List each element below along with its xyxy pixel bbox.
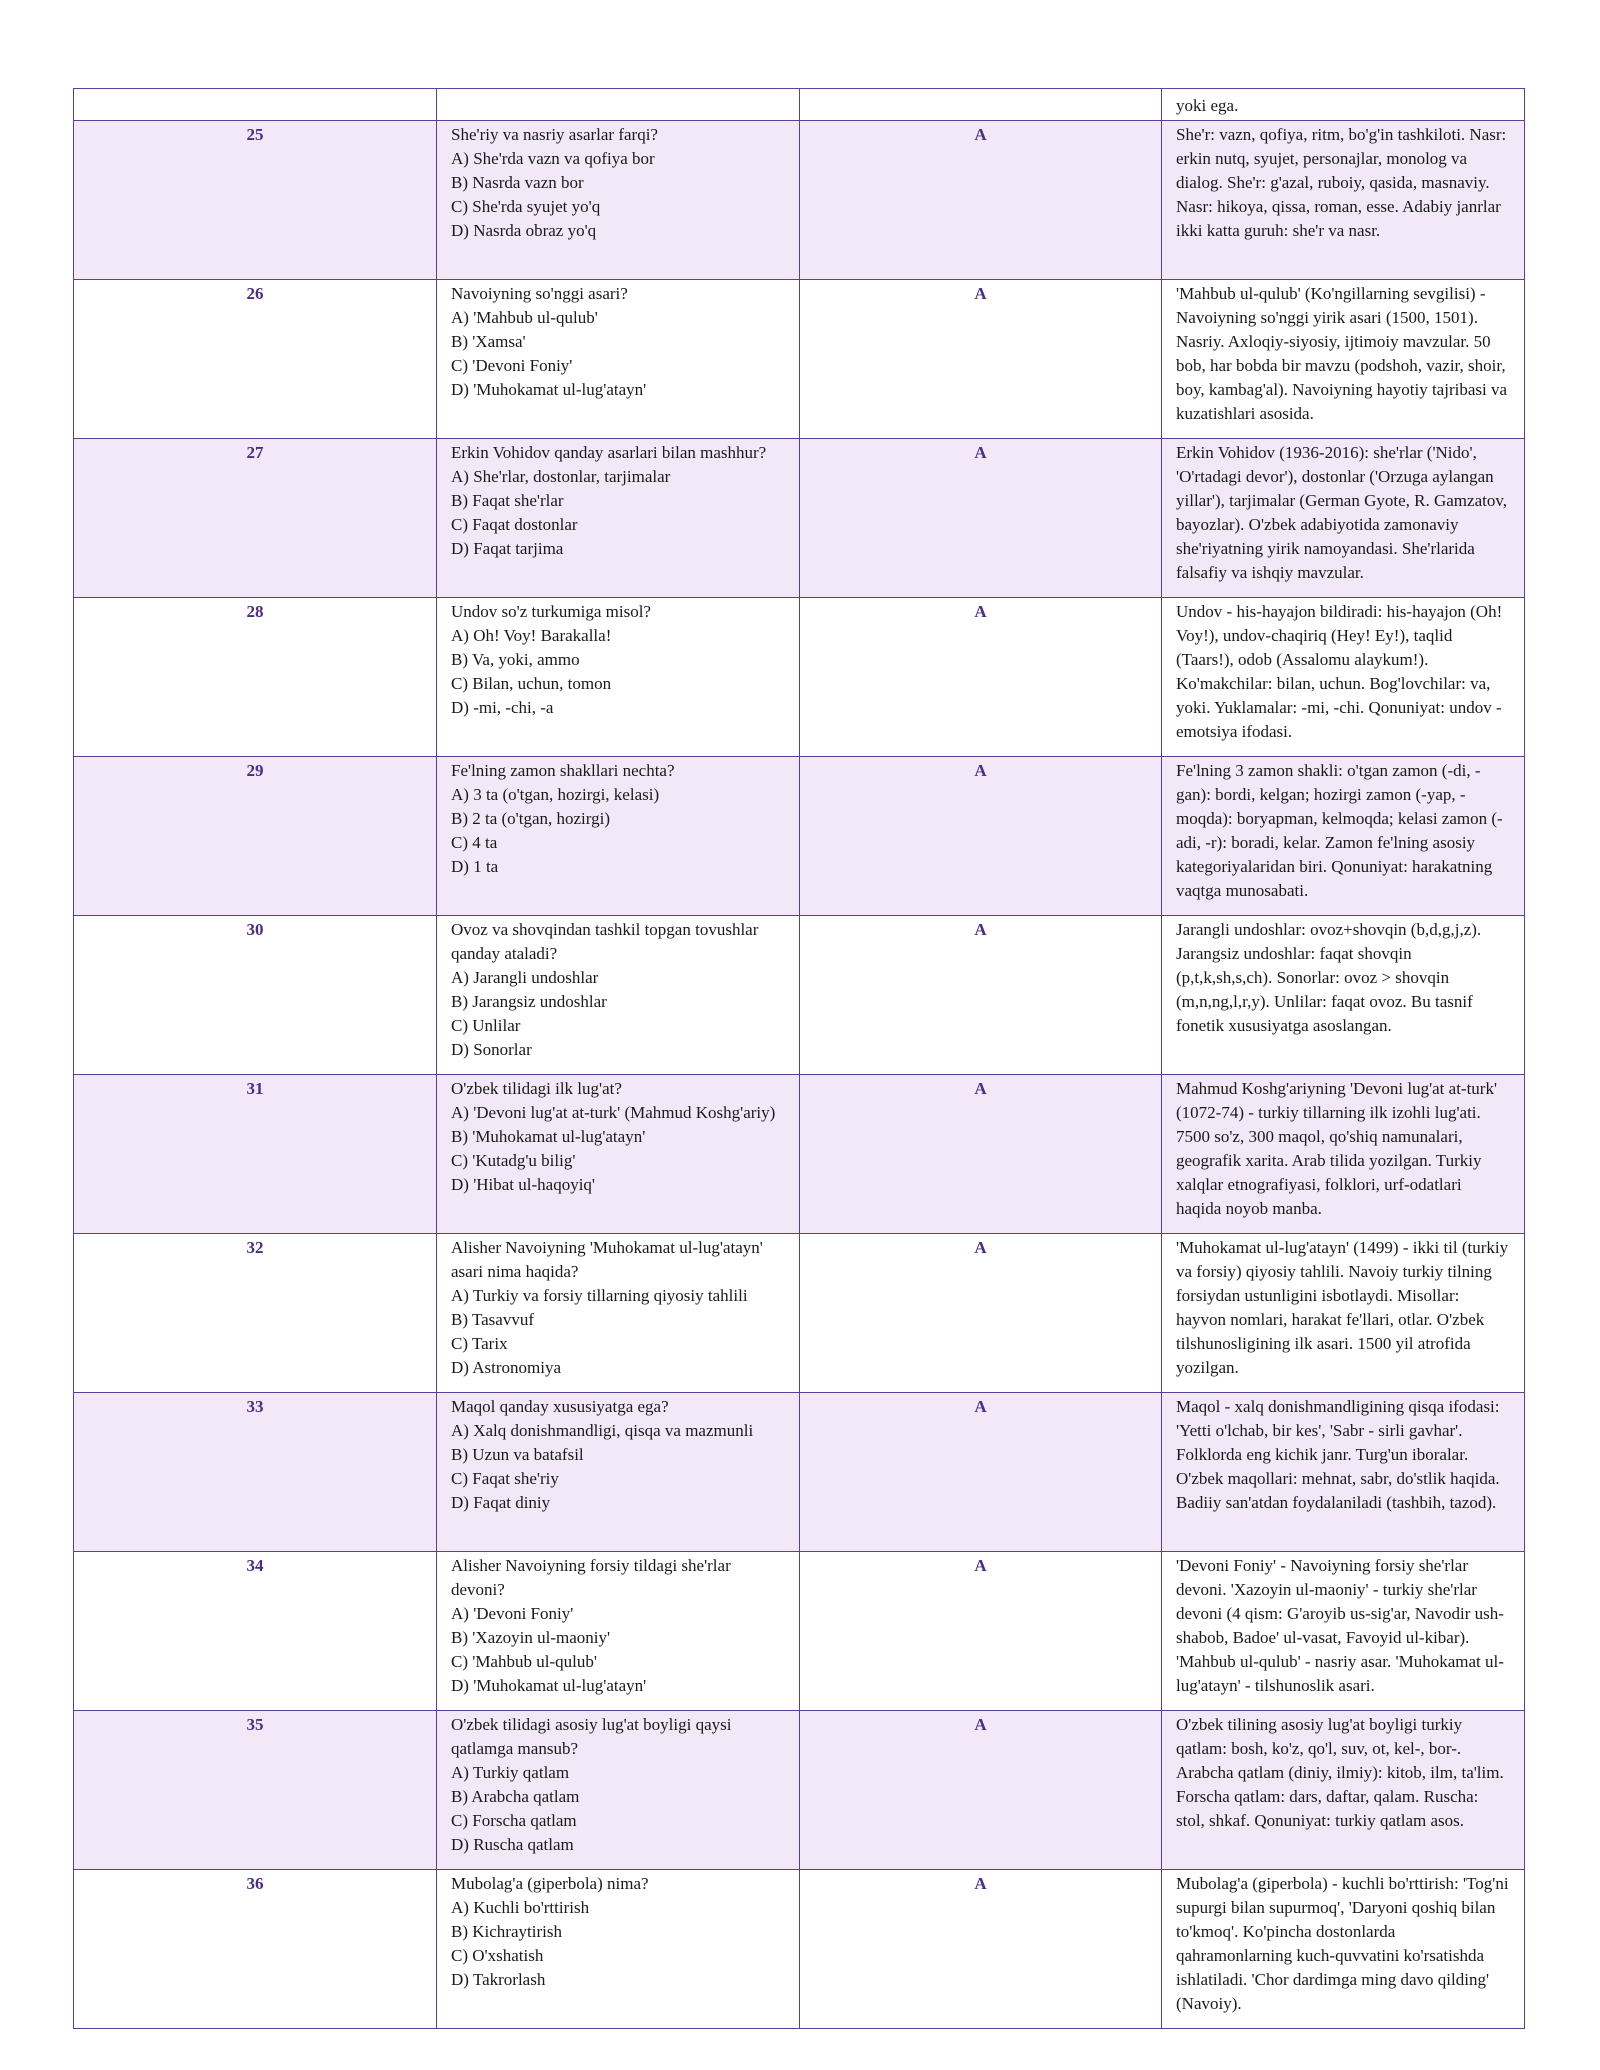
answer-option: D) 1 ta bbox=[451, 857, 499, 876]
question-text: She'riy va nasriy asarlar farqi? bbox=[451, 125, 658, 144]
answer-option: A) 'Devoni Foniy' bbox=[451, 1604, 574, 1623]
table-row bbox=[74, 439, 1525, 598]
question-text: Ovoz va shovqindan tashkil topgan tovushlar qanday ataladi? bbox=[451, 920, 759, 963]
question-cell bbox=[437, 1870, 800, 2029]
correct-answer: A bbox=[800, 1075, 1162, 1234]
explanation-cell bbox=[1162, 1075, 1525, 1234]
question-cell bbox=[437, 598, 800, 757]
answer-option: A) 'Devoni lug'at at-turk' (Mahmud Koshg'ariy) bbox=[451, 1103, 776, 1122]
answer-option: B) 'Muhokamat ul-lug'atayn' bbox=[451, 1127, 646, 1146]
question-number: 36 bbox=[74, 1870, 437, 2029]
answer-option: C) Faqat dostonlar bbox=[451, 515, 578, 534]
table-row bbox=[74, 1075, 1525, 1234]
explanation-cell bbox=[1162, 1711, 1525, 1870]
table-row bbox=[74, 1234, 1525, 1393]
explanation-cell bbox=[1162, 598, 1525, 757]
table-row bbox=[74, 598, 1525, 757]
question-number: 31 bbox=[74, 1075, 437, 1234]
question-text: Maqol qanday xususiyatga ega? bbox=[451, 1397, 669, 1416]
explanation-cell bbox=[1162, 1234, 1525, 1393]
table-row bbox=[74, 280, 1525, 439]
answer-option: C) 'Kutadg'u bilig' bbox=[451, 1151, 576, 1170]
question-cell bbox=[437, 439, 800, 598]
answer-option: C) She'rda syujet yo'q bbox=[451, 197, 601, 216]
question-text: Navoiyning so'nggi asari? bbox=[451, 284, 628, 303]
correct-answer: A bbox=[800, 598, 1162, 757]
answer-option: B) 'Xamsa' bbox=[451, 332, 526, 351]
answer-option: B) Kichraytirish bbox=[451, 1922, 562, 1941]
explanation-text: Mahmud Koshg'ariyning 'Devoni lug'at at-turk' (1072-74) - turkiy tillarning ilk izohli lug'ati. 7500 so'z, 300 maqol, qo'shiq namunalari, geografik xarita. Arab tilida yozilgan. Turkiy xalqlar etnografiyasi, folklori, urf-odatlari haqida noyob manba. bbox=[1176, 1079, 1498, 1218]
answer-option: B) Nasrda vazn bor bbox=[451, 173, 584, 192]
question-number: 25 bbox=[74, 121, 437, 280]
answer-option: D) Takrorlash bbox=[451, 1970, 546, 1989]
answer-option: D) Nasrda obraz yo'q bbox=[451, 221, 597, 240]
explanation-text: Erkin Vohidov (1936-2016): she'rlar ('Nido', 'O'rtadagi devor'), dostonlar ('Orzuga aylangan yillar'), tarjimalar (German Gyote, R. Gamzatov, bayozlar). O'zbek adabiyotida zamonaviy she'riyatning yirik namoyandasi. She'rlarida falsafiy va ishqiy mavzular. bbox=[1176, 443, 1507, 582]
answer-option: B) Va, yoki, ammo bbox=[451, 650, 580, 669]
question-text: Alisher Navoiyning 'Muhokamat ul-lug'atayn' asari nima haqida? bbox=[451, 1238, 763, 1281]
correct-answer: A bbox=[800, 280, 1162, 439]
question-cell bbox=[437, 1711, 800, 1870]
answer-option: D) 'Muhokamat ul-lug'atayn' bbox=[451, 1676, 647, 1695]
question-number: 35 bbox=[74, 1711, 437, 1870]
explanation-cell bbox=[1162, 121, 1525, 280]
question-cell bbox=[437, 89, 800, 121]
explanation-text: Fe'lning 3 zamon shakli: o'tgan zamon (-di, -gan): bordi, kelgan; hozirgi zamon (-yap, -moqda): boryapman, kelmoqda; kelasi zamon (-adi, -r): boradi, kelar. Zamon fe'lning asosiy kategoriyalaridan biri. Qonuniyat: harakatning vaqtga munosabati. bbox=[1176, 761, 1503, 900]
answer-cell bbox=[800, 89, 1162, 121]
question-cell bbox=[437, 1552, 800, 1711]
table-row bbox=[74, 1711, 1525, 1870]
answer-option: C) Unlilar bbox=[451, 1016, 521, 1035]
correct-answer: A bbox=[800, 1234, 1162, 1393]
correct-answer: A bbox=[800, 121, 1162, 280]
explanation-text: She'r: vazn, qofiya, ritm, bo'g'in tashkiloti. Nasr: erkin nutq, syujet, personajlar, monolog va dialog. She'r: g'azal, ruboiy, qasida, masnaviy. Nasr: hikoya, qissa, roman, esse. Adabiy janrlar ikki katta guruh: she'r va nasr. bbox=[1176, 125, 1507, 240]
question-cell bbox=[437, 1075, 800, 1234]
answer-option: B) 'Xazoyin ul-maoniy' bbox=[451, 1628, 611, 1647]
table-row bbox=[74, 1552, 1525, 1711]
answer-option: C) 'Devoni Foniy' bbox=[451, 356, 573, 375]
qa-table-body bbox=[74, 89, 1525, 2029]
question-text: Alisher Navoiyning forsiy tildagi she'rlar devoni? bbox=[451, 1556, 731, 1599]
question-text: Mubolag'a (giperbola) nima? bbox=[451, 1874, 649, 1893]
number-cell bbox=[74, 89, 437, 121]
table-row bbox=[74, 1393, 1525, 1552]
table-row bbox=[74, 121, 1525, 280]
question-text: O'zbek tilidagi ilk lug'at? bbox=[451, 1079, 622, 1098]
answer-option: D) Faqat tarjima bbox=[451, 539, 564, 558]
answer-option: D) Faqat diniy bbox=[451, 1493, 551, 1512]
correct-answer: A bbox=[800, 1552, 1162, 1711]
answer-option: A) Kuchli bo'rttirish bbox=[451, 1898, 590, 1917]
answer-option: A) Oh! Voy! Barakalla! bbox=[451, 626, 612, 645]
question-cell bbox=[437, 757, 800, 916]
table-row bbox=[74, 757, 1525, 916]
explanation-cell bbox=[1162, 1870, 1525, 2029]
correct-answer: A bbox=[800, 916, 1162, 1075]
table-row-continued bbox=[74, 89, 1525, 121]
answer-option: B) Arabcha qatlam bbox=[451, 1787, 580, 1806]
answer-option: A) She'rda vazn va qofiya bor bbox=[451, 149, 655, 168]
question-cell bbox=[437, 280, 800, 439]
question-text: Erkin Vohidov qanday asarlari bilan mashhur? bbox=[451, 443, 767, 462]
answer-option: C) 4 ta bbox=[451, 833, 498, 852]
answer-option: D) 'Muhokamat ul-lug'atayn' bbox=[451, 380, 647, 399]
answer-option: D) Ruscha qatlam bbox=[451, 1835, 574, 1854]
answer-option: A) Turkiy va forsiy tillarning qiyosiy tahlili bbox=[451, 1286, 748, 1305]
explanation-text: 'Mahbub ul-qulub' (Ko'ngillarning sevgilisi) - Navoiyning so'nggi yirik asari (1500, 1501). Nasriy. Axloqiy-siyosiy, ijtimoiy mavzular. 50 bob, har bobda bir mavzu (podshoh, vazir, shoir, boy, kambag'al). Navoiyning hayotiy tajribasi va kuzatishlari asosida. bbox=[1176, 284, 1508, 423]
explanation-text: Jarangli undoshlar: ovoz+shovqin (b,d,g,j,z). Jarangsiz undoshlar: faqat shovqin (p,t,k,sh,s,ch). Sonorlar: ovoz > shovqin (m,n,ng,l,r,y). Unlilar: faqat ovoz. Bu tasnif fonetik xususiyatga asoslangan. bbox=[1176, 920, 1482, 1035]
question-number: 30 bbox=[74, 916, 437, 1075]
answer-option: C) O'xshatish bbox=[451, 1946, 544, 1965]
answer-option: A) 3 ta (o'tgan, hozirgi, kelasi) bbox=[451, 785, 660, 804]
explanation-cell bbox=[1162, 1552, 1525, 1711]
answer-option: B) Faqat she'rlar bbox=[451, 491, 564, 510]
answer-option: B) 2 ta (o'tgan, hozirgi) bbox=[451, 809, 611, 828]
answer-option: B) Tasavvuf bbox=[451, 1310, 535, 1329]
table-row bbox=[74, 1870, 1525, 2029]
answer-option: C) Tarix bbox=[451, 1334, 508, 1353]
correct-answer: A bbox=[800, 1393, 1162, 1552]
question-cell bbox=[437, 121, 800, 280]
question-number: 26 bbox=[74, 280, 437, 439]
answer-option: A) Jarangli undoshlar bbox=[451, 968, 599, 987]
question-number: 32 bbox=[74, 1234, 437, 1393]
qa-table bbox=[73, 88, 1525, 2029]
question-number: 27 bbox=[74, 439, 437, 598]
question-number: 29 bbox=[74, 757, 437, 916]
explanation-text: O'zbek tilining asosiy lug'at boyligi turkiy qatlam: bosh, ko'z, qo'l, suv, ot, kel-, bor-. Arabcha qatlam (diniy, ilmiy): kitob, ilm, ta'lim. Forscha qatlam: dars, daftar, qalam. Ruscha: stol, shkaf. Qonuniyat: turkiy qatlam asos. bbox=[1176, 1715, 1504, 1830]
answer-option: A) 'Mahbub ul-qulub' bbox=[451, 308, 598, 327]
answer-option: B) Uzun va batafsil bbox=[451, 1445, 584, 1464]
explanation-text: Maqol - xalq donishmandligining qisqa ifodasi: 'Yetti o'lchab, bir kes', 'Sabr - sirli gavhar'. Folklorda eng kichik janr. Turg'un iboralar. O'zbek maqollari: mehnat, sabr, do'stlik haqida. Badiiy san'atdan foydalaniladi (tashbih, tazod). bbox=[1176, 1397, 1500, 1512]
explanation-cell bbox=[1162, 916, 1525, 1075]
answer-option: C) Bilan, uchun, tomon bbox=[451, 674, 612, 693]
answer-option: D) -mi, -chi, -a bbox=[451, 698, 554, 717]
answer-option: C) Forscha qatlam bbox=[451, 1811, 577, 1830]
question-text: O'zbek tilidagi asosiy lug'at boyligi qaysi qatlamga mansub? bbox=[451, 1715, 732, 1758]
question-cell bbox=[437, 1393, 800, 1552]
question-text: Fe'lning zamon shakllari nechta? bbox=[451, 761, 675, 780]
question-number: 33 bbox=[74, 1393, 437, 1552]
correct-answer: A bbox=[800, 1711, 1162, 1870]
explanation-text: 'Muhokamat ul-lug'atayn' (1499) - ikki til (turkiy va forsiy) qiyosiy tahlili. Navoiy turkiy tilning forsiydan ustunligini isbotlaydi. Misollar: hayvon nomlari, harakat fe'llari, otlar. O'zbek tilshunosligining ilk asari. 1500 yil atrofida yozilgan. bbox=[1176, 1238, 1509, 1377]
table-row bbox=[74, 916, 1525, 1075]
correct-answer: A bbox=[800, 757, 1162, 916]
answer-option: C) Faqat she'riy bbox=[451, 1469, 559, 1488]
explanation-text: Mubolag'a (giperbola) - kuchli bo'rttirish: 'Tog'ni supurgi bilan supurmoq', 'Daryoni qoshiq bilan to'kmoq'. Ko'pincha dostonlarda qahramonlarning kuch-quvvatini ko'rsatishda ishlatiladi. 'Chor dardimga ming davo qilding' (Navoiy). bbox=[1176, 1874, 1509, 2013]
question-text: Undov so'z turkumiga misol? bbox=[451, 602, 651, 621]
page bbox=[73, 88, 1524, 2029]
explanation-cell bbox=[1162, 1393, 1525, 1552]
answer-option: A) She'rlar, dostonlar, tarjimalar bbox=[451, 467, 671, 486]
explanation-cell bbox=[1162, 280, 1525, 439]
question-number: 28 bbox=[74, 598, 437, 757]
question-number: 34 bbox=[74, 1552, 437, 1711]
explanation-cell bbox=[1162, 757, 1525, 916]
answer-option: D) Sonorlar bbox=[451, 1040, 532, 1059]
answer-option: B) Jarangsiz undoshlar bbox=[451, 992, 607, 1011]
correct-answer: A bbox=[800, 439, 1162, 598]
answer-option: D) 'Hibat ul-haqoyiq' bbox=[451, 1175, 595, 1194]
explanation-text: 'Devoni Foniy' - Navoiyning forsiy she'rlar devoni. 'Xazoyin ul-maoniy' - turkiy she'rlar devoni (4 qism: G'aroyib us-sig'ar, Navodir ush-shabob, Badoe' ul-vasat, Favoyid ul-kibar). 'Mahbub ul-qulub' - nasriy asar. 'Muhokamat ul-lug'atayn' - tilshunoslik asari. bbox=[1176, 1556, 1504, 1695]
answer-option: D) Astronomiya bbox=[451, 1358, 562, 1377]
correct-answer: A bbox=[800, 1870, 1162, 2029]
explanation-cell: yoki ega. bbox=[1162, 89, 1525, 121]
question-cell bbox=[437, 916, 800, 1075]
explanation-cell bbox=[1162, 439, 1525, 598]
answer-option: A) Xalq donishmandligi, qisqa va mazmunli bbox=[451, 1421, 754, 1440]
answer-option: C) 'Mahbub ul-qulub' bbox=[451, 1652, 597, 1671]
answer-option: A) Turkiy qatlam bbox=[451, 1763, 570, 1782]
explanation-text: Undov - his-hayajon bildiradi: his-hayajon (Oh! Voy!), undov-chaqiriq (Hey! Ey!), taqlid (Taars!), odob (Assalomu alaykum!). Ko'makchilar: bilan, uchun. Bog'lovchilar: va, yoki. Yuklamalar: -mi, -chi. Qonuniyat: undov - emotsiya ifodasi. bbox=[1176, 602, 1503, 741]
question-cell bbox=[437, 1234, 800, 1393]
